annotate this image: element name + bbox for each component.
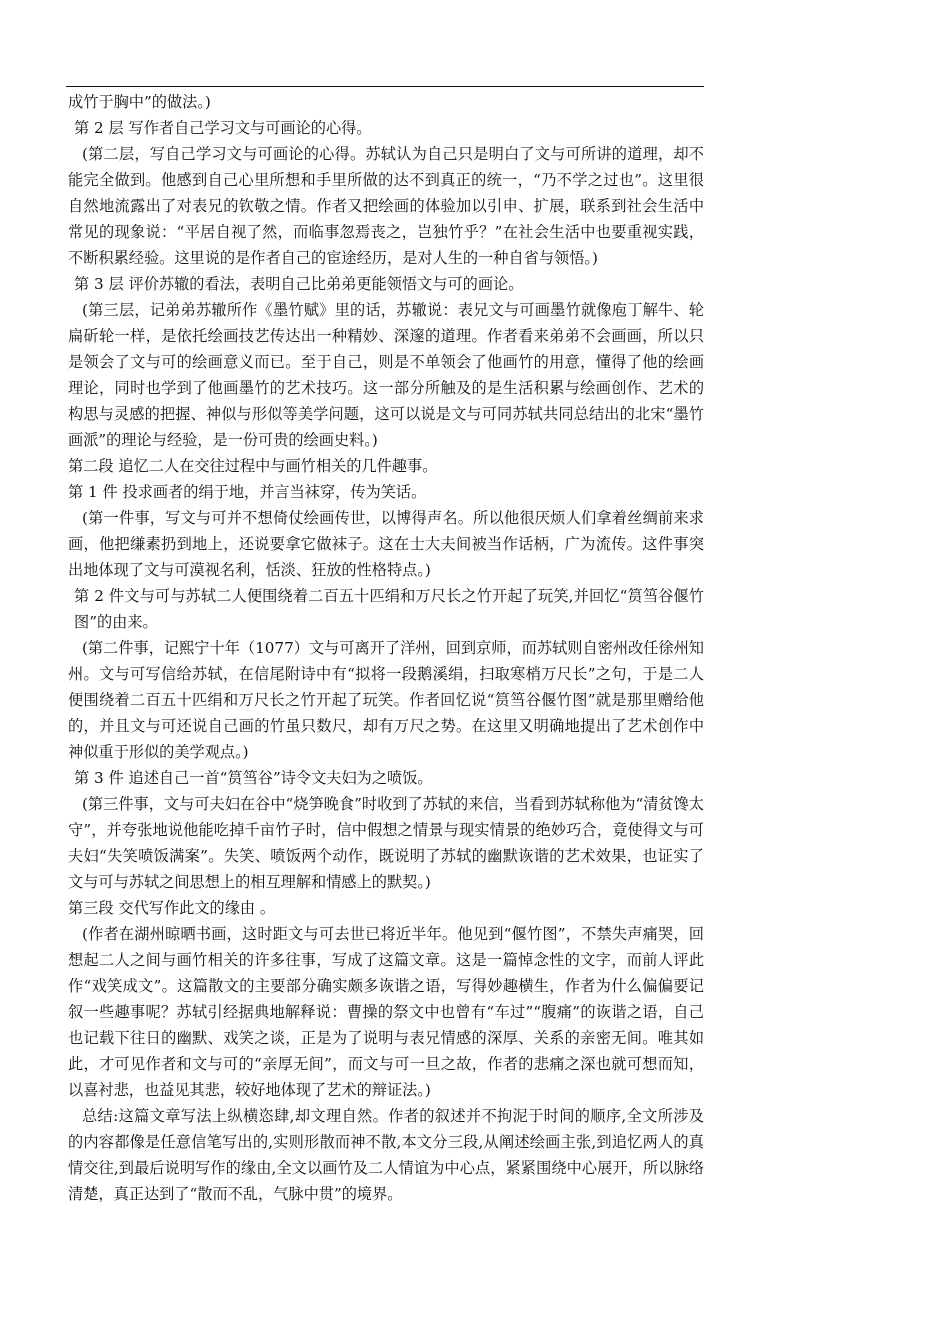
section-heading: 第三段 交代写作此文的缘由 。 bbox=[68, 899, 276, 917]
document-body bbox=[68, 89, 704, 1207]
paragraph: (第二件事，记熙宁十年（1077）文与可离开了洋州，回到京师，而苏轼则自密州改任徐州知州。文与可写信给苏轼，在信尾附诗中有“拟将一段鹅溪绢，扫取寒梢万尺长”之句，于是二人便围绕着二百五十匹绢和万尺长之竹开起了玩笑。作者回忆说“筼筜谷偃竹图”就是那里赠给他的，并且文与可还说自己画的竹虽只数尺，却有万尺之势。在这里又明确地提出了艺术创作中神似重于形似的美学观点。) bbox=[68, 639, 704, 761]
paragraph: (第三层，记弟弟苏辙所作《墨竹赋》里的话，苏辙说：表兄文与可画墨竹就像庖丁解牛、轮扁斫轮一样，是依托绘画技艺传达出一种精妙、深邃的道理。作者看来弟弟不会画画，所以只是领会了文与可的绘画意义而已。至于自己，则是不单领会了他画竹的用意，懂得了他的绘画理论，同时也学到了他画墨竹的艺术技巧。这一部分所触及的是生活积累与绘画创作、艺术的构思与灵感的把握、神似与形似等美学问题，这可以说是文与可同苏轼共同总结出的北宋“墨竹画派”的理论与经验，是一份可贵的绘画史料。) bbox=[68, 301, 704, 449]
paragraph: (第三件事，文与可夫妇在谷中“烧笋晚食”时收到了苏轼的来信，当看到苏轼称他为“清贫馋太守”，并夸张地说他能吃掉千亩竹子时，信中假想之情景与现实情景的绝妙巧合，竟使得文与可夫妇“失笑喷饭满案”。失笑、喷饭两个动作，既说明了苏轼的幽默诙谐的艺术效果，也证实了文与可与苏轼之间思想上的相互理解和情感上的默契。) bbox=[68, 795, 704, 891]
section-heading: 第 3 件 追述自己一首“筼筜谷”诗令文夫妇为之喷饭。 bbox=[74, 769, 433, 787]
section-heading: 第 2 件文与可与苏轼二人便围绕着二百五十匹绢和万尺长之竹开起了玩笑,并回忆“筼筜谷偃竹图”的由来。 bbox=[74, 587, 704, 631]
summary-paragraph: 总结:这篇文章写法上纵横恣肆,却文理自然。作者的叙述并不拘泥于时间的顺序,全文所涉及的内容都像是任意信笔写出的,实则形散而神不散,本文分三段,从阐述绘画主张,到追忆两人的真情交往,到最后说明写作的缘由,全文以画竹及二人情谊为中心点，紧紧围绕中心展开，所以脉络清楚，真正达到了“散而不乱，气脉中贯”的境界。 bbox=[68, 1107, 704, 1203]
section-heading: 第二段 追忆二人在交往过程中与画竹相关的几件趣事。 bbox=[68, 457, 438, 475]
paragraph: (第一件事，写文与可并不想倚仗绘画传世，以博得声名。所以他很厌烦人们拿着丝绸前来求画，他把缣素扔到地上，还说要拿它做袜子。这在士大夫间被当作话柄，广为流传。这件事突出地体现了文与可漠视名利，恬淡、狂放的性格特点。) bbox=[68, 509, 704, 579]
section-heading: 第 1 件 投求画者的绢于地，并言当袜穿，传为笑话。 bbox=[68, 483, 427, 501]
header-rule bbox=[66, 86, 704, 87]
paragraph: (第二层，写自己学习文与可画论的心得。苏轼认为自己只是明白了文与可所讲的道理，却不能完全做到。他感到自己心里所想和手里所做的达不到真正的统一，“乃不学之过也”。这里很自然地流露出了对表兄的钦敬之情。作者又把绘画的体验加以引申、扩展，联系到社会生活中常见的现象说：“平居自视了然，而临事忽焉丧之，岂独竹乎？”在社会生活中也要重视实践，不断积累经验。这里说的是作者自己的宦途经历，是对人生的一种自省与领悟。) bbox=[68, 145, 704, 267]
paragraph: 成竹于胸中”的做法。) bbox=[68, 93, 211, 111]
section-heading: 第 2 层 写作者自己学习文与可画论的心得。 bbox=[74, 119, 372, 137]
paragraph: (作者在湖州晾晒书画，这时距文与可去世已将近半年。他见到“偃竹图”，不禁失声痛哭，回想起二人之间与画竹相关的许多往事，写成了这篇文章。这是一篇悼念性的文字，而前人评此作“戏笑成文”。这篇散文的主要部分确实颇多诙谐之语，写得妙趣横生，作者为什么偏偏要记叙一些趣事呢？苏轼引经据典地解释说：曹操的祭文中也曾有“车过”“腹痛”的诙谐之语，自己也记载下往日的幽默、戏笑之谈，正是为了说明与表兄情感的深厚、关系的亲密无间。唯其如此，才可见作者和文与可的“亲厚无间”，而文与可一旦之故，作者的悲痛之深也就可想而知，以喜衬悲，也益见其悲，较好地体现了艺术的辩证法。) bbox=[68, 925, 704, 1099]
section-heading: 第 3 层 评价苏辙的看法，表明自己比弟弟更能领悟文与可的画论。 bbox=[74, 275, 524, 293]
